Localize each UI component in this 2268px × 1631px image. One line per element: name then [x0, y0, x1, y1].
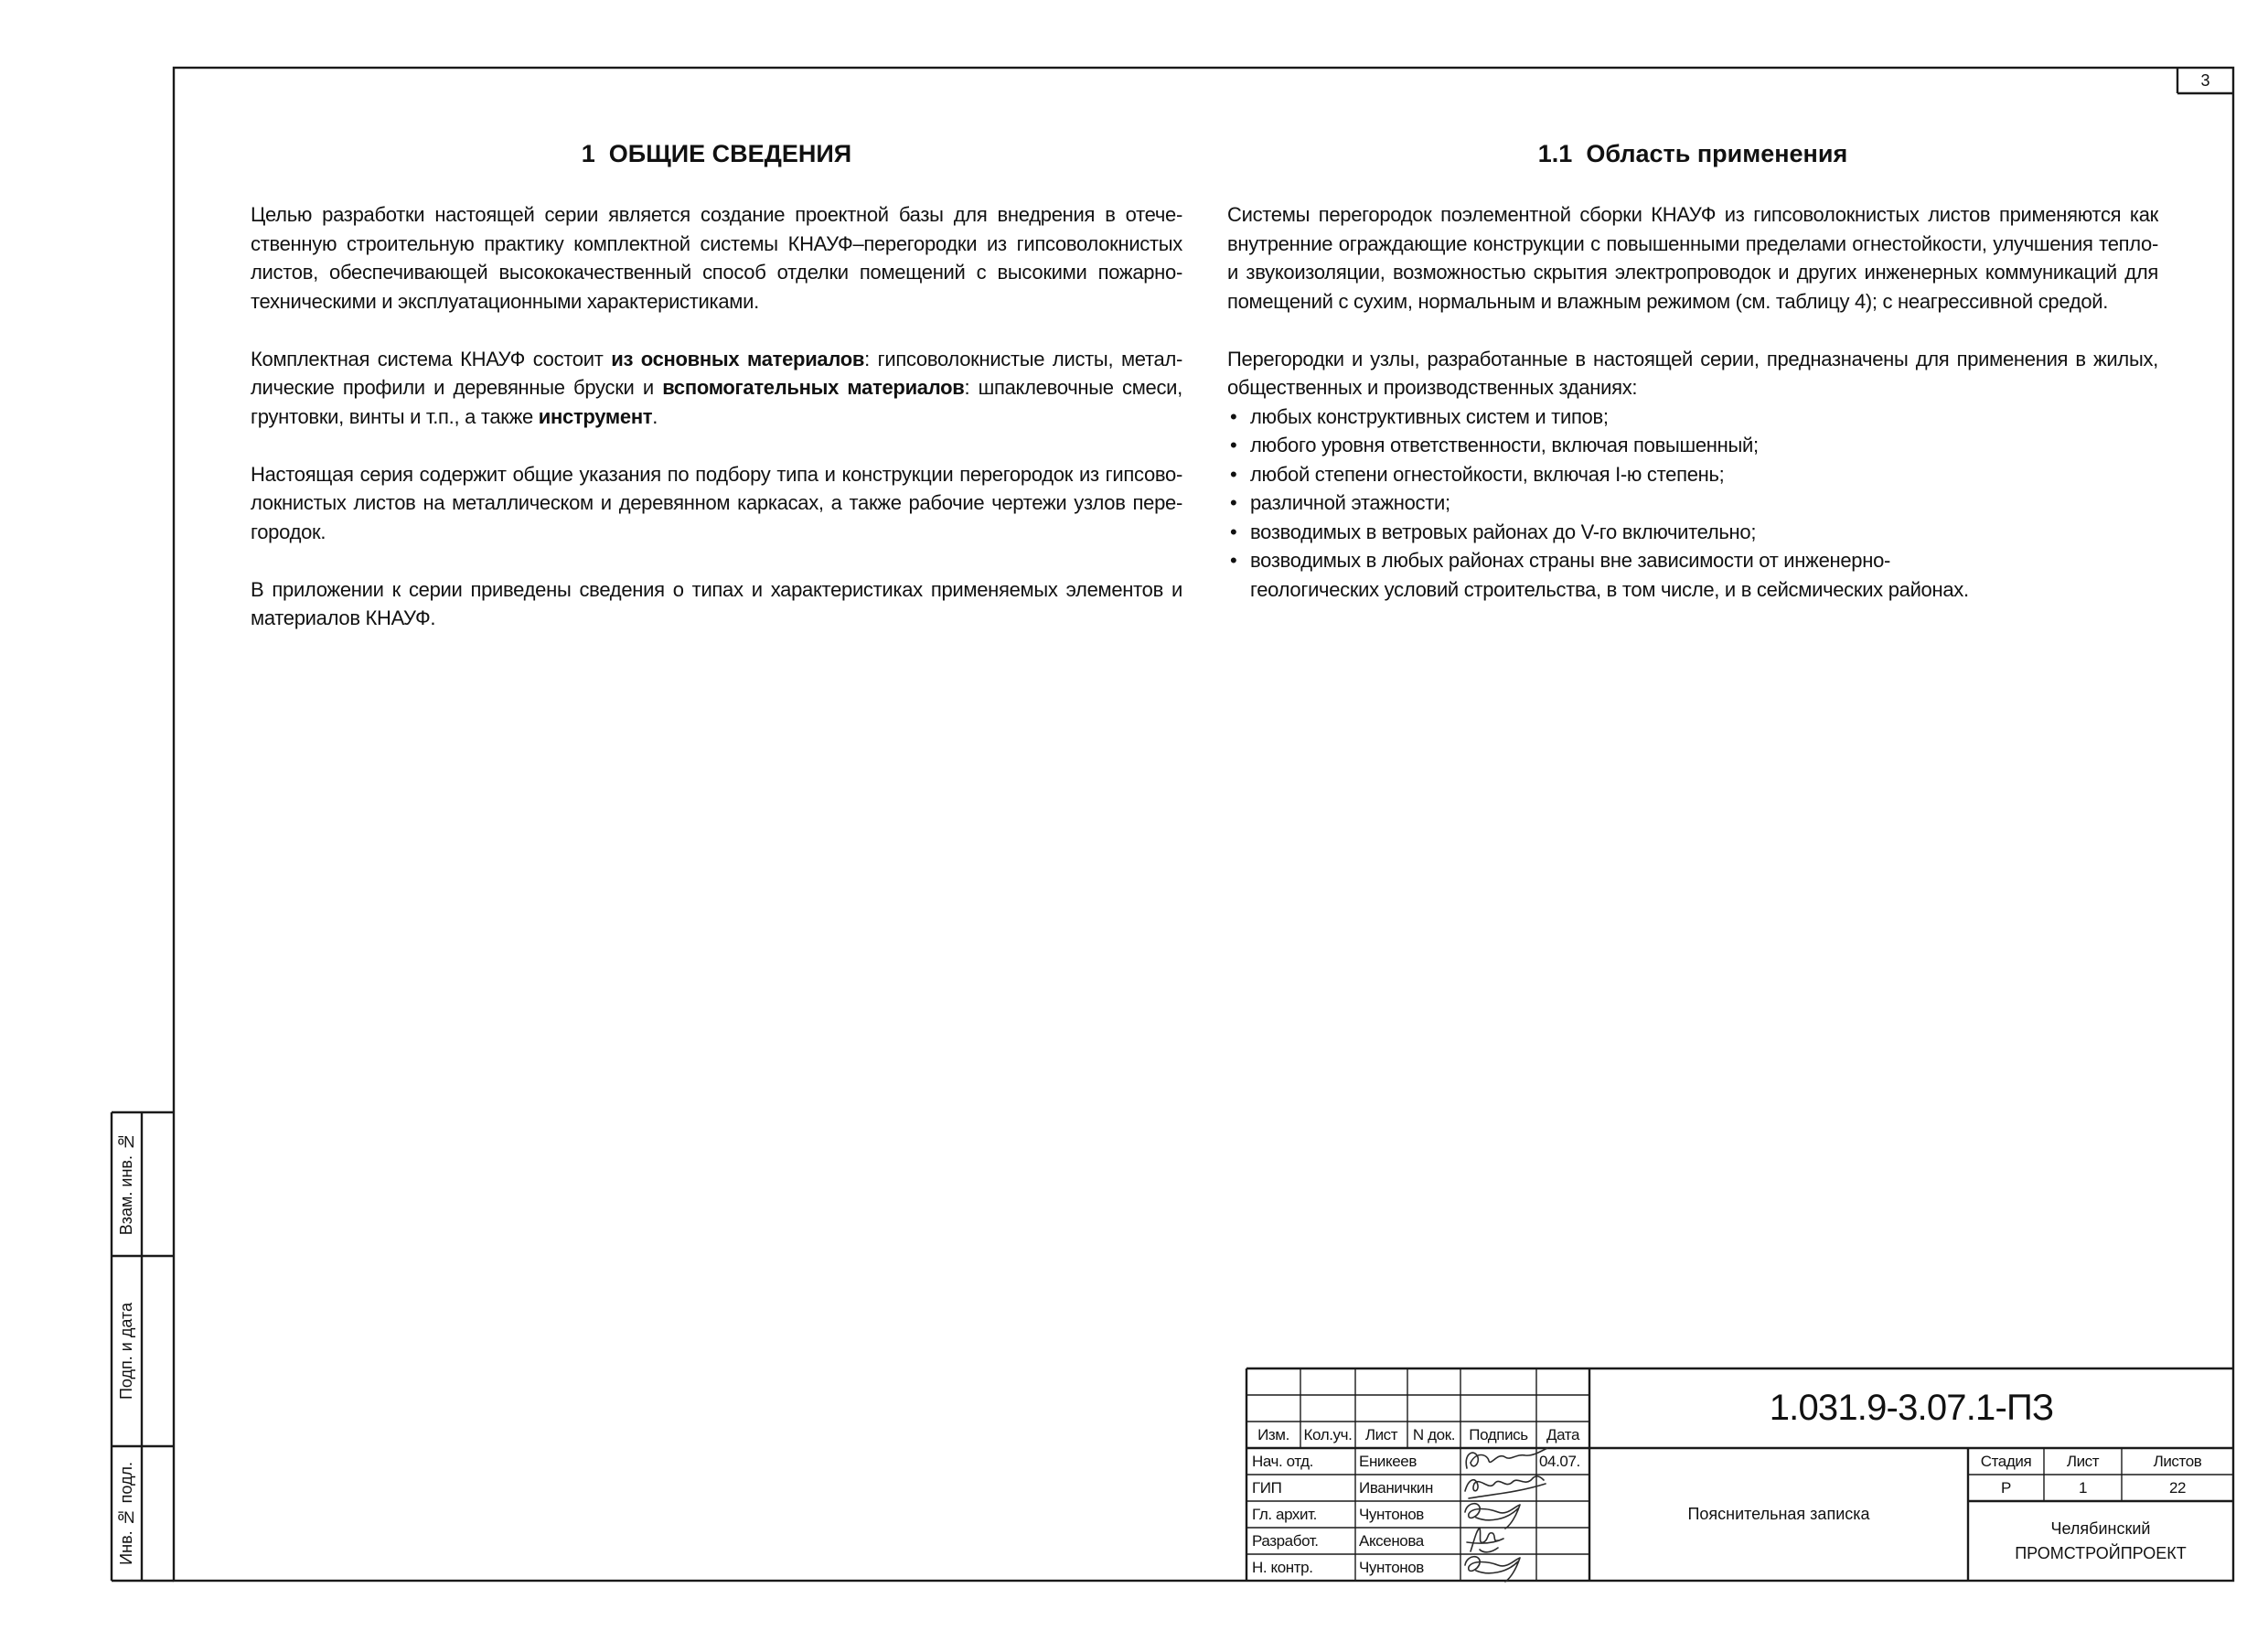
replaced-inv-cell [112, 1112, 142, 1256]
list-item [1227, 402, 2158, 432]
bold-term: инструмент [538, 404, 653, 428]
section-heading: 1 ОБЩИЕ СВЕДЕНИЯ [581, 140, 852, 167]
paragraph [251, 200, 1182, 316]
stamp-role: Гл. архит. [1252, 1506, 1317, 1523]
stage-value: Р [2001, 1479, 2011, 1497]
list-item-text: возводимых в любых районах страны вне зависимости от инженерно- [1250, 549, 1891, 572]
text-line [251, 345, 1182, 374]
sheets-value: 22 [2168, 1479, 2187, 1497]
stamp-person-name: Еникеев [1359, 1453, 1417, 1470]
text-line: листов, обеспечивающей высококачественный способ отделки помещений с высокими пожарно- [251, 261, 1182, 284]
list-item [1227, 431, 2158, 460]
bullet-list [1227, 402, 2158, 605]
stamp-person-name: Иваничкин [1359, 1479, 1433, 1497]
text-line: помещений с сухим, нормальным и влажным режимом (см. таблицу 4); с неагрессивной средой. [1227, 289, 2109, 313]
list-item-text: любых конструктивных систем и типов; [1250, 404, 1609, 428]
text-line: внутренние ограждающие конструкции с повышенными пределами огнестойкости, улучшения тепло- [1227, 231, 2158, 255]
list-item [1227, 518, 2158, 547]
subsection-heading: 1.1 Область применения [1537, 140, 1848, 167]
stamp-date: 04.07. [1539, 1453, 1580, 1470]
organization-name: ПРОМСТРОЙПРОЕКТ [2015, 1543, 2187, 1562]
bullet-icon: • [1230, 549, 1237, 572]
text-segment: лические профили и деревянные бруски и [251, 376, 663, 399]
right-column [1227, 200, 2158, 604]
text-segment: Комплектная система КНАУФ состоит [251, 347, 612, 370]
text-line [251, 373, 1182, 402]
replaced-inv-label: Взам. инв. № [117, 1132, 135, 1236]
sign-date-cell [112, 1256, 142, 1446]
left-column [251, 200, 1182, 633]
list-item-continuation [1227, 575, 2158, 605]
text-line: локнистых листов на металлическом и деревянном каркасах, а также рабочие чертежи узлов пере- [251, 491, 1182, 514]
sign-date-label: Подп. и дата [117, 1302, 135, 1400]
text-segment: : гипсоволокнистые листы, метал- [864, 347, 1183, 370]
bullet-icon: • [1230, 520, 1237, 543]
bullet-icon: • [1230, 434, 1237, 456]
paragraph [1227, 200, 2158, 316]
list-item-text: геологических условий строительства, в том числе, и в сейсмических районах. [1250, 577, 1969, 601]
stamp-role: Разработ. [1252, 1532, 1319, 1550]
document-title: Пояснительная записка [1687, 1505, 1870, 1523]
list-item [1227, 460, 2158, 489]
stamp-role: Нач. отд. [1252, 1453, 1314, 1470]
text-line: техническими и эксплуатационными характеристиками. [251, 289, 759, 313]
text-line: Перегородки и узлы, разработанные в настоящей серии, предназначены для применения в жилых, [1227, 347, 2158, 370]
text-segment: : шпаклевочные смеси, [964, 376, 1182, 399]
paragraph [251, 460, 1182, 547]
stamp-person-name: Чунтонов [1359, 1506, 1424, 1523]
text-line: Целью разработки настоящей серии является создание проектной базы для внедрения в отече- [251, 203, 1182, 226]
document-title-cell [1589, 1448, 1968, 1581]
document-code: 1.031.9-3.07.1-ПЗ [1769, 1388, 2054, 1428]
signature [1461, 1551, 1549, 1583]
bullet-icon: • [1230, 462, 1237, 486]
text-segment: . [652, 404, 658, 428]
text-line: ственную строительную практику комплектной системы КНАУФ–перегородки из гипсоволокнистых [251, 231, 1182, 255]
text-line: городок. [251, 520, 326, 543]
text-line: Системы перегородок поэлементной сборки КНАУФ из гипсоволокнистых листов применяются как [1227, 203, 2158, 226]
stamp-role: Н. контр. [1252, 1559, 1313, 1576]
paragraph [251, 345, 1182, 432]
stamp-person-name: Аксенова [1359, 1532, 1424, 1550]
bold-term: вспомогательных материалов [662, 376, 965, 399]
organization [1968, 1501, 2233, 1581]
text-line: В приложении к серии приведены сведения о типах и характеристиках применяемых элементов и [251, 577, 1182, 601]
paragraph [1227, 345, 2158, 402]
list-item [1227, 488, 2158, 518]
stamp-header-sheet: Лист [1364, 1426, 1398, 1443]
stamp-role: ГИП [1252, 1479, 1282, 1497]
stamp-header-date: Дата [1546, 1426, 1580, 1443]
sheets-label: Листов [2153, 1453, 2202, 1470]
stamp-header-count: Кол.уч. [1303, 1426, 1353, 1443]
text-segment: грунтовки, винты и т.п., а также [251, 404, 539, 428]
stamp-header-change: Изм. [1257, 1426, 1289, 1443]
sheet-label: Лист [2066, 1453, 2100, 1470]
text-line [251, 402, 1182, 432]
bullet-icon: • [1230, 491, 1237, 514]
orig-inv-cell [112, 1446, 142, 1581]
list-item-text: любого уровня ответственности, включая повышенный; [1250, 434, 1759, 456]
sheet-value: 1 [2078, 1479, 2088, 1497]
page-number: 3 [2200, 71, 2210, 90]
list-item-text: возводимых в ветровых районах до V-го включительно; [1250, 520, 1757, 543]
text-line: и звукоизоляции, возможностью скрытия электропроводок и других инженерных коммуникаций для [1227, 261, 2158, 284]
bullet-icon: • [1230, 404, 1237, 428]
stamp-header-signature: Подпись [1469, 1426, 1528, 1443]
text-line: Настоящая серия содержит общие указания по подбору типа и конструкции перегородок из гипсово- [251, 462, 1182, 486]
list-item-text: различной этажности; [1250, 491, 1450, 514]
list-item [1227, 546, 2158, 575]
bold-term: из основных материалов [611, 347, 865, 370]
stage-label: Стадия [1980, 1453, 2032, 1470]
organization-city: Челябинский [2050, 1518, 2151, 1538]
text-line: материалов КНАУФ. [251, 606, 436, 629]
paragraph [251, 575, 1182, 633]
text-line: общественных и производственных зданиях: [1227, 376, 1638, 399]
stamp-person-name: Чунтонов [1359, 1559, 1424, 1576]
list-item-text: любой степени огнестойкости, включая I-ю степень; [1250, 462, 1725, 486]
orig-inv-label: Инв. № подл. [117, 1462, 135, 1565]
stamp-header-doc-number: N док. [1412, 1426, 1456, 1443]
